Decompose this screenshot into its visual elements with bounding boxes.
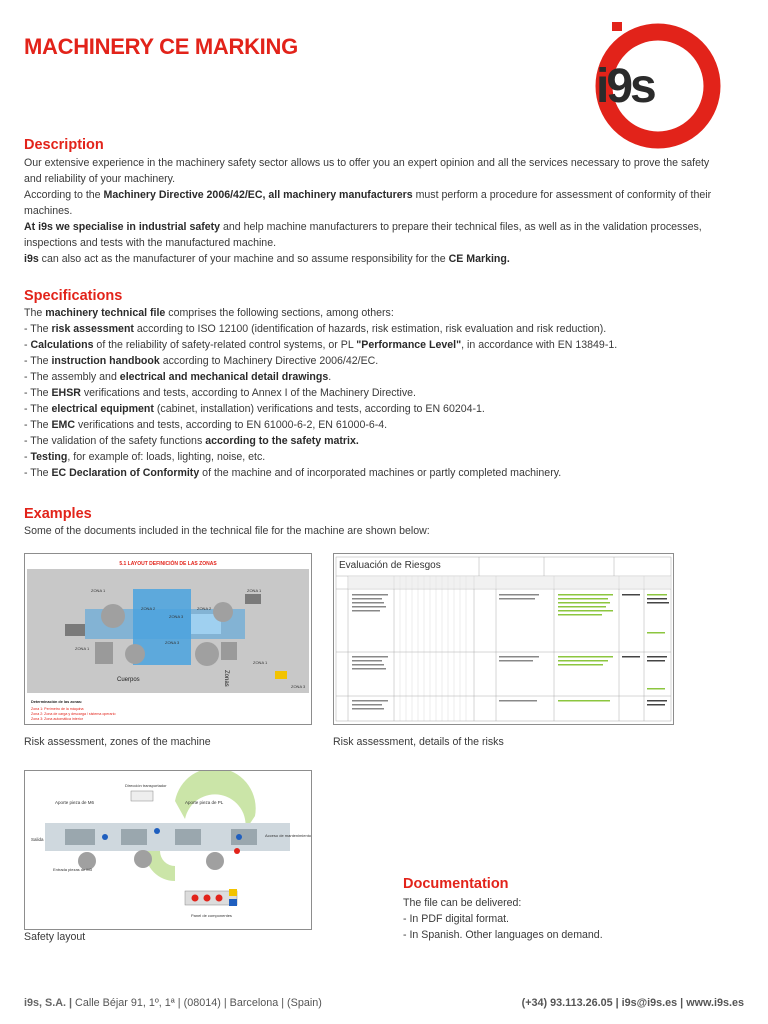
zones-legend-item: Zona 2: Zona de carga y descarga / sistema operario: [31, 712, 116, 716]
documentation-heading: Documentation: [403, 876, 509, 892]
risk-table-title: Evaluación de Riesgos: [339, 560, 441, 571]
logo-ring-icon: [594, 22, 722, 150]
aporte-m6-label: Aporte pieza de M6: [55, 800, 95, 805]
zones-figure-caption: Risk assessment, zones of the machine: [24, 736, 211, 748]
company-logo: [594, 22, 722, 150]
footer-address: [24, 997, 322, 1009]
documentation-line: - In Spanish. Other languages on demand.: [403, 929, 603, 941]
zone-label: ZONA 1: [253, 660, 268, 665]
specifications-list: [24, 305, 748, 481]
aporte-pl-label: Aporte pieza de PL: [185, 800, 224, 805]
description-line-4: machines.: [24, 205, 73, 217]
description-heading: Description: [24, 137, 104, 153]
spec-item: - The EHSR verifications and tests, according to Annex I of the Machinery Directive.: [24, 387, 416, 399]
specifications-intro: The machinery technical file comprises the following sections, among others:: [24, 307, 394, 319]
documentation-line: - In PDF digital format.: [403, 913, 509, 925]
spec-item: - Testing, for example of: loads, lighting, noise, etc.: [24, 451, 266, 463]
spec-item: - The EMC verifications and tests, according to EN 61000-6-2, EN 61000-6-4.: [24, 419, 388, 431]
zone-label: ZONA 2: [197, 606, 212, 611]
page-title: MACHINERY CE MARKING: [24, 34, 298, 59]
zones-legend-title: Determinación de las zonas:: [31, 700, 83, 704]
footer-contact[interactable]: (+34) 93.113.26.05 | i9s@i9s.es | www.i9s.es: [521, 997, 744, 1009]
description-text: [24, 155, 748, 267]
zone-label: ZONA 1: [91, 588, 106, 593]
zone-label: ZONA 3: [165, 640, 180, 645]
description-line-7: i9s can also act as the manufacturer of your machine and so assume responsibility for the CE Marking.: [24, 253, 510, 265]
documentation-block: [403, 876, 743, 943]
description-line-2: and reliability of your machinery.: [24, 173, 176, 185]
examples-heading: Examples: [24, 506, 92, 522]
zones-legend-item: Zona 3: Zona automática interior: [31, 717, 83, 721]
zonas-label: Zonas: [223, 670, 229, 687]
zones-legend-item: Zona 1: Perímetro de la máquina: [31, 707, 84, 711]
safety-layout-caption: Safety layout: [24, 931, 86, 943]
documentation-line: The file can be delivered:: [403, 897, 522, 909]
description-line-3: According to the Machinery Directive 2006/42/EC, all machinery manufacturers must perform a procedure for assessment of conformity of their: [24, 189, 712, 201]
panel-label: Panel de componentes: [191, 913, 232, 918]
zones-figure-title: 5.1 LAYOUT DEFINICIÓN DE LAS ZONAS: [119, 561, 217, 567]
zone-label: ZONA 3: [291, 684, 306, 689]
examples-intro: Some of the documents included in the technical file for the machine are shown below:: [24, 525, 430, 537]
cuerpos-label: Cuerpos: [117, 677, 140, 683]
zone-label: ZONA 1: [247, 588, 262, 593]
spec-item: - The assembly and electrical and mechanical detail drawings.: [24, 371, 332, 383]
spec-item: - The instruction handbook according to Machinery Directive 2006/42/EC.: [24, 355, 379, 367]
salida-label: Salida: [31, 837, 44, 842]
safety-layout-figure: [24, 770, 312, 930]
zone-label: ZONA 3: [169, 614, 184, 619]
footer-company: i9s, S.A. |: [24, 997, 73, 1009]
entrada-label: Entrada piezas de M3: [53, 867, 92, 872]
spec-item: - Calculations of the reliability of safety-related control systems, or PL "Performance Level", in accordance with EN 13849-1.: [24, 339, 618, 351]
logo-text: i9s: [596, 60, 654, 113]
specifications-heading: Specifications: [24, 288, 123, 304]
zone-label: ZONA 1: [75, 646, 90, 651]
risk-table-caption: Risk assessment, details of the risks: [333, 736, 504, 748]
spec-item: - The risk assessment according to ISO 12100 (identification of hazards, risk estimation, risk evaluation and risk reduction).: [24, 323, 607, 335]
acceso-label: Acceso de mantenimiento: [265, 833, 311, 838]
description-line-6: inspections and tests with the manufactured machine.: [24, 237, 277, 249]
zones-figure: [24, 553, 312, 725]
spec-item: - The electrical equipment (cabinet, installation) verifications and tests, according to EN 60204-1.: [24, 403, 485, 415]
footer-address-text: Calle Béjar 91, 1º, 1ª | (08014) | Barcelona | (Spain): [72, 997, 322, 1009]
spec-item: - The validation of the safety functions according to the safety matrix.: [24, 435, 359, 447]
description-line-1: Our extensive experience in the machinery safety sector allows us to offer you an expert opinion and all the services necessary to prove the safety: [24, 157, 710, 169]
description-line-5: At i9s we specialise in industrial safety and help machine manufacturers to prepare their technical files, as well as in the validation processes,: [24, 221, 702, 233]
spec-item: - The EC Declaration of Conformity of the machine and of incorporated machines or partly completed machinery.: [24, 467, 562, 479]
risk-table-figure: [333, 553, 674, 725]
zone-label: ZONA 2: [141, 606, 156, 611]
direccion-label: Dirección transportador: [125, 783, 167, 788]
